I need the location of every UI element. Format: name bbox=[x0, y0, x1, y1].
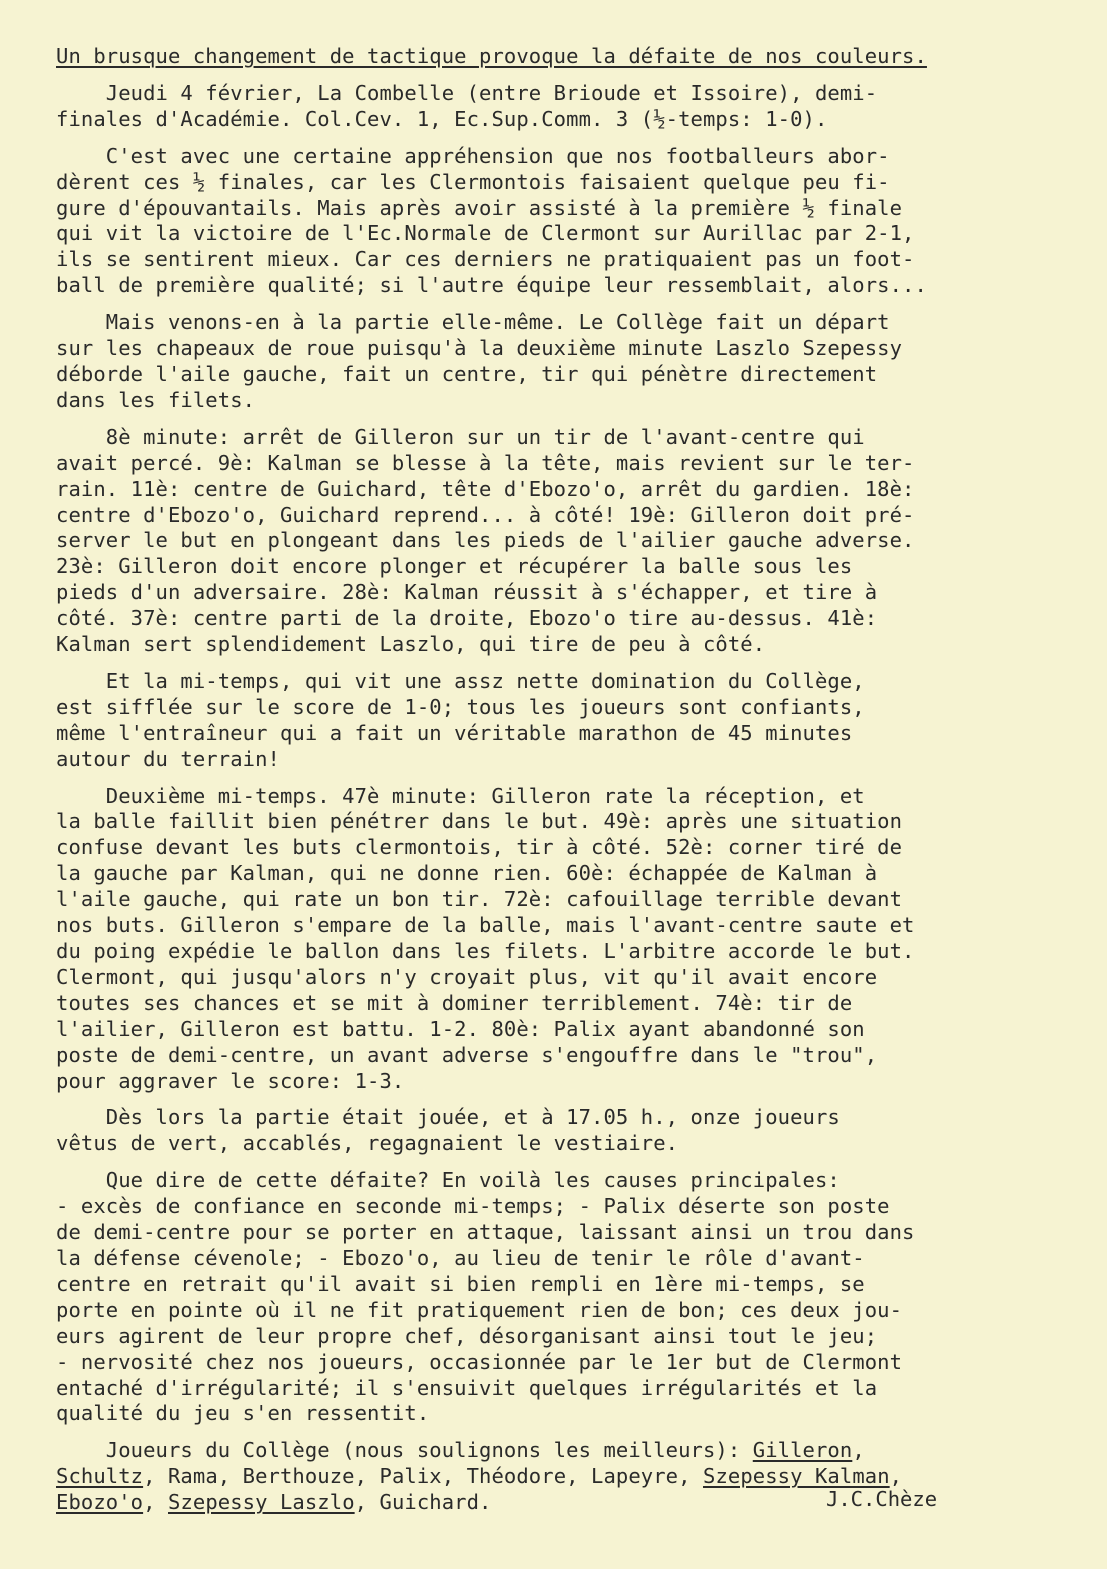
text-line: même l'entraîneur qui a fait un véritable marathon de 45 minutes bbox=[56, 720, 853, 745]
text-line: server le but en plongeant dans les pieds de l'ailier gauche adverse. bbox=[56, 528, 915, 553]
text-line: centre d'Ebozo'o, Guichard reprend... à côté! 19è: Gilleron doit pré- bbox=[56, 502, 915, 527]
text-line: Mais venons-en à la partie elle-même. Le Collège fait un départ bbox=[56, 310, 890, 335]
text-line: pour aggraver le score: 1-3. bbox=[56, 1068, 405, 1093]
paragraph bbox=[56, 310, 1086, 414]
text-line: la défense cévenole; - Ebozo'o, au lieu de tenir le rôle d'avant- bbox=[56, 1245, 865, 1270]
text-line: de demi-centre pour se porter en attaque, laissant ainsi un trou dans bbox=[56, 1220, 915, 1245]
text-line: dèrent ces ½ finales, car les Clermontois faisaient quelque peu fi- bbox=[56, 169, 890, 194]
text-line: qui vit la victoire de l'Ec.Normale de Clermont sur Aurillac par 2-1, bbox=[56, 221, 915, 246]
paragraph bbox=[56, 425, 1086, 658]
signature: J.C.Chèze bbox=[826, 1487, 938, 1511]
text-line: Et la mi-temps, qui vit une assz nette domination du Collège, bbox=[56, 668, 865, 693]
text-line: 23è: Gilleron doit encore plonger et récupérer la balle sous les bbox=[56, 554, 853, 579]
text-line: autour du terrain! bbox=[56, 746, 280, 771]
text-line: Deuxième mi-temps. 47è minute: Gilleron rate la réception, et bbox=[56, 783, 865, 808]
text-line: entaché d'irrégularité; il s'ensuivit quelques irrégularités et la bbox=[56, 1375, 878, 1400]
text-line: qualité du jeu s'en ressentit. bbox=[56, 1401, 430, 1426]
paragraph bbox=[56, 669, 1086, 773]
text-line: nos buts. Gilleron s'empare de la balle, mais l'avant-centre saute et bbox=[56, 913, 915, 938]
text-line: poste de demi-centre, un avant adverse s'engouffre dans le "trou", bbox=[56, 1042, 878, 1067]
text-line: Dès lors la partie était jouée, et à 17.05 h., onze joueurs bbox=[56, 1105, 840, 1130]
player-szepessy-laszlo: Szepessy Laszlo bbox=[168, 1490, 355, 1515]
article-title: Un brusque changement de tactique provoque la défaite de nos couleurs. bbox=[56, 44, 927, 68]
separator: , bbox=[889, 1464, 903, 1489]
text-line: Jeudi 4 février, La Combelle (entre Brioude et Issoire), demi- bbox=[56, 80, 878, 105]
text-line: vêtus de vert, accablés, regagnaient le vestiaire. bbox=[56, 1131, 679, 1156]
text-line: sur les chapeaux de roue puisqu'à la deuxième minute Laszlo Szepessy bbox=[56, 336, 903, 361]
text-line: gure d'épouvantails. Mais après avoir assisté à la première ½ finale bbox=[56, 195, 903, 220]
text-line: la balle faillit bien pénétrer dans le but. 49è: après une situation bbox=[56, 809, 903, 834]
text-line: pieds d'un adversaire. 28è: Kalman réussit à s'échapper, et tire à bbox=[56, 580, 878, 605]
player-ebozoo: Ebozo'o bbox=[56, 1490, 144, 1515]
text-line: du poing expédie le ballon dans les filets. L'arbitre accorde le but. bbox=[56, 939, 915, 963]
players-middle: , Rama, Berthouze, Palix, Théodore, Lapeyre, bbox=[143, 1464, 704, 1489]
text-line: ball de première qualité; si l'autre équipe leur ressemblait, alors... bbox=[56, 273, 927, 298]
text-line: toutes ses chances et se mit à dominer terriblement. 74è: tir de bbox=[56, 990, 853, 1015]
text-line: dans les filets. bbox=[56, 387, 256, 412]
text-line: centre en retrait qu'il avait si bien rempli en 1ère mi-temps, se bbox=[56, 1271, 865, 1296]
text-line: l'aile gauche, qui rate un bon tir. 72è: cafouillage terrible devant bbox=[56, 887, 903, 912]
text-line: - excès de confiance en seconde mi-temps; - Palix déserte son poste bbox=[56, 1194, 890, 1219]
article-body bbox=[56, 81, 1086, 1427]
text-line: l'ailier, Gilleron est battu. 1-2. 80è: Palix ayant abandonné son bbox=[56, 1016, 865, 1041]
player-szepessy-kalman: Szepessy Kalman bbox=[703, 1464, 890, 1489]
text-line: la gauche par Kalman, qui ne donne rien. 60è: échappée de Kalman à bbox=[56, 861, 878, 886]
text-line: 8è minute: arrêt de Gilleron sur un tir de l'avant-centre qui bbox=[56, 424, 865, 449]
player-gilleron: Gilleron bbox=[752, 1438, 853, 1463]
article bbox=[56, 44, 1086, 1527]
players-line-1 bbox=[56, 1438, 1086, 1464]
paragraph bbox=[56, 1168, 1086, 1427]
text-line: finales d'Académie. Col.Cev. 1, Ec.Sup.Comm. 3 (½-temps: 1-0). bbox=[56, 106, 828, 131]
text-line: déborde l'aile gauche, fait un centre, tir qui pénètre directement bbox=[56, 361, 878, 386]
text-line: - nervosité chez nos joueurs, occasionnée par le 1er but de Clermont bbox=[56, 1349, 903, 1374]
paragraph bbox=[56, 1105, 1086, 1157]
text-line: avait percé. 9è: Kalman se blesse à la tête, mais revient sur le ter- bbox=[56, 450, 915, 475]
text-line: rain. 11è: centre de Guichard, tête d'Ebozo'o, arrêt du gardien. 18è: bbox=[56, 476, 915, 501]
players-end: , Guichard. bbox=[354, 1490, 492, 1515]
text-line: est sifflée sur le score de 1-0; tous les joueurs sont confiants, bbox=[56, 694, 865, 719]
text-line: eurs agirent de leur propre chef, désorganisant ainsi tout le jeu; bbox=[56, 1323, 878, 1348]
players-intro: Joueurs du Collège (nous soulignons les meilleurs): bbox=[56, 1438, 753, 1463]
paragraph bbox=[56, 784, 1086, 1095]
text-line: C'est avec une certaine appréhension que nos footballeurs abor- bbox=[56, 143, 890, 168]
paragraph bbox=[56, 81, 1086, 133]
text-line: porte en pointe où il ne fit pratiquement rien de bon; ces deux jou- bbox=[56, 1297, 903, 1322]
text-line: confuse devant les buts clermontois, tir à côté. 52è: corner tiré de bbox=[56, 835, 903, 860]
text-line: Que dire de cette défaite? En voilà les causes principales: bbox=[56, 1168, 840, 1193]
text-line: Kalman sert splendidement Laszlo, qui tire de peu à côté. bbox=[56, 632, 766, 657]
paragraph bbox=[56, 144, 1086, 299]
text-line: Clermont, qui jusqu'alors n'y croyait plus, vit qu'il avait encore bbox=[56, 964, 878, 989]
text-line: ils se sentirent mieux. Car ces derniers ne pratiquaient pas un foot- bbox=[56, 247, 915, 272]
player-schultz: Schultz bbox=[56, 1464, 144, 1489]
text-line: côté. 37è: centre parti de la droite, Ebozo'o tire au-dessus. 41è: bbox=[56, 606, 878, 631]
separator: , bbox=[852, 1438, 865, 1463]
separator: , bbox=[143, 1490, 168, 1515]
